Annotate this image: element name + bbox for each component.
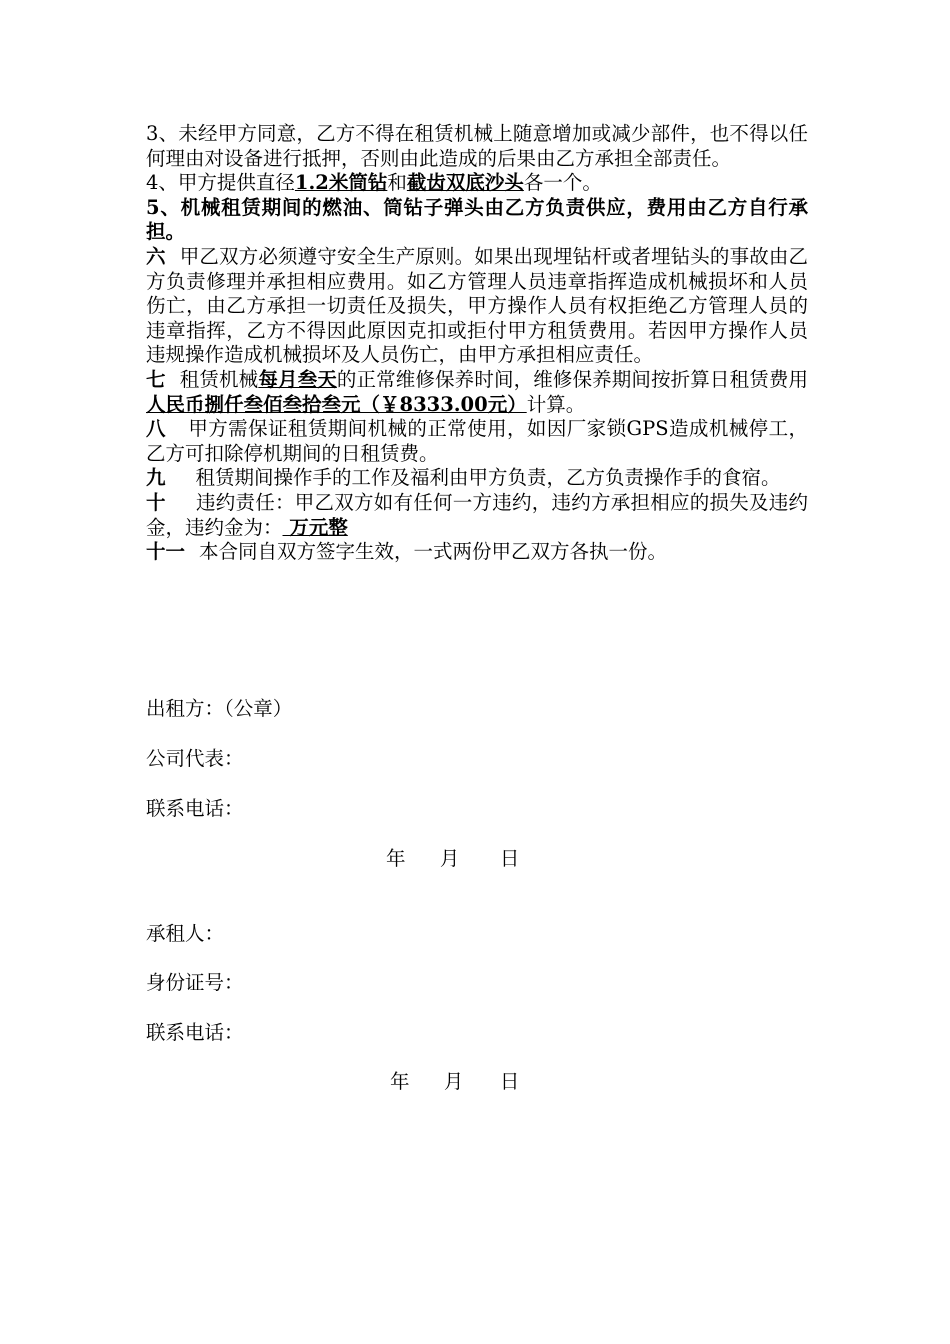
clause-5-text: 5、机械租赁期间的燃油、筒钻子弹头由乙方负责供应，费用由乙方自行承担。 bbox=[146, 195, 808, 244]
lessee-date-day: 日 bbox=[499, 1070, 520, 1093]
clause-7-mid: 的正常维修保养时间，维修保养期间按折算日租赁费用 bbox=[336, 367, 808, 391]
clause-7-post: 计算。 bbox=[526, 392, 586, 416]
clause-10-penalty-amount: 万元整 bbox=[282, 515, 348, 539]
clause-4-pre: 4、甲方提供直径 bbox=[146, 171, 295, 195]
clause-4-item-bucket: 截齿双底沙头 bbox=[406, 171, 524, 195]
lessee-date bbox=[390, 1070, 519, 1094]
clause-7-pre: 租赁机械 bbox=[179, 367, 259, 391]
lessor-date-day: 日 bbox=[499, 847, 520, 870]
lessor-date bbox=[386, 847, 519, 871]
clause-6 bbox=[146, 245, 808, 368]
lessor-name-label: 出租方：（公章） bbox=[146, 697, 293, 720]
clause-3-text: 3、未经甲方同意，乙方不得在租赁机械上随意增加或减少部件，也不得以任何理由对设备进行抵押，否则由此造成的后果由乙方承担全部责任。 bbox=[146, 122, 808, 170]
clause-8 bbox=[146, 417, 808, 466]
clause-3 bbox=[146, 122, 808, 171]
clause-7-number: 七 bbox=[146, 367, 166, 391]
clause-11 bbox=[146, 540, 808, 565]
lessee-id-label: 身份证号： bbox=[146, 971, 244, 994]
lessor-phone-label: 联系电话： bbox=[146, 797, 244, 820]
clause-10-number: 十 bbox=[146, 490, 166, 514]
clause-8-text: 甲方需保证租赁期间机械的正常使用，如因厂家锁GPS造成机械停工，乙方可扣除停机期间的日租赁费。 bbox=[146, 417, 808, 465]
clause-10-pre: 违约责任：甲乙双方如有任何一方违约，违约方承担相应的损失及违约金，违约金为： bbox=[146, 490, 808, 539]
clause-11-number: 十一 bbox=[146, 540, 186, 564]
contract-body bbox=[146, 122, 808, 565]
clause-9-number: 九 bbox=[146, 466, 166, 490]
clause-4 bbox=[146, 171, 808, 196]
lessee-date-month: 月 bbox=[443, 1070, 464, 1093]
clause-7 bbox=[146, 368, 808, 417]
clause-7-maintenance-days: 每月叁天 bbox=[258, 367, 337, 391]
lessee-name-label: 承租人： bbox=[146, 922, 225, 945]
clause-4-mid: 和 bbox=[387, 171, 407, 195]
clause-6-text: 甲乙双方必须遵守安全生产原则。如果出现埋钻杆或者埋钻头的事故由乙方负责修理并承担相应费用。如乙方管理人员违章指挥造成机械损坏和人员伤亡，由乙方承担一切责任及损失，甲方操作人员有权拒绝乙方管理人员的违章指挥，乙方不得因此原因克扣或拒付甲方租赁费用。若因甲方操作人员违规操作造成机械损坏及人员伤亡，由甲方承担相应责任。 bbox=[146, 244, 808, 367]
clause-4-post: 各一个。 bbox=[523, 171, 602, 195]
clause-6-number: 六 bbox=[146, 244, 166, 268]
lessee-date-year: 年 bbox=[390, 1070, 410, 1093]
clause-9 bbox=[146, 466, 808, 491]
clause-5 bbox=[146, 196, 808, 245]
lessor-rep-label: 公司代表： bbox=[146, 747, 244, 770]
clause-7-amount: 人民币捌仟叁佰叁拾叁元（￥8333.00元） bbox=[146, 392, 527, 416]
clause-8-number: 八 bbox=[146, 417, 166, 441]
clause-11-text: 本合同自双方签字生效，一式两份甲乙双方各执一份。 bbox=[199, 540, 668, 564]
lessor-date-year: 年 bbox=[386, 847, 406, 870]
lessor-date-month: 月 bbox=[439, 847, 460, 870]
lessee-phone-label: 联系电话： bbox=[146, 1021, 244, 1044]
clause-4-item-drill: 1.2米筒钻 bbox=[294, 171, 388, 195]
clause-9-text: 租赁期间操作手的工作及福利由甲方负责，乙方负责操作手的食宿。 bbox=[195, 466, 781, 490]
clause-10 bbox=[146, 491, 808, 540]
